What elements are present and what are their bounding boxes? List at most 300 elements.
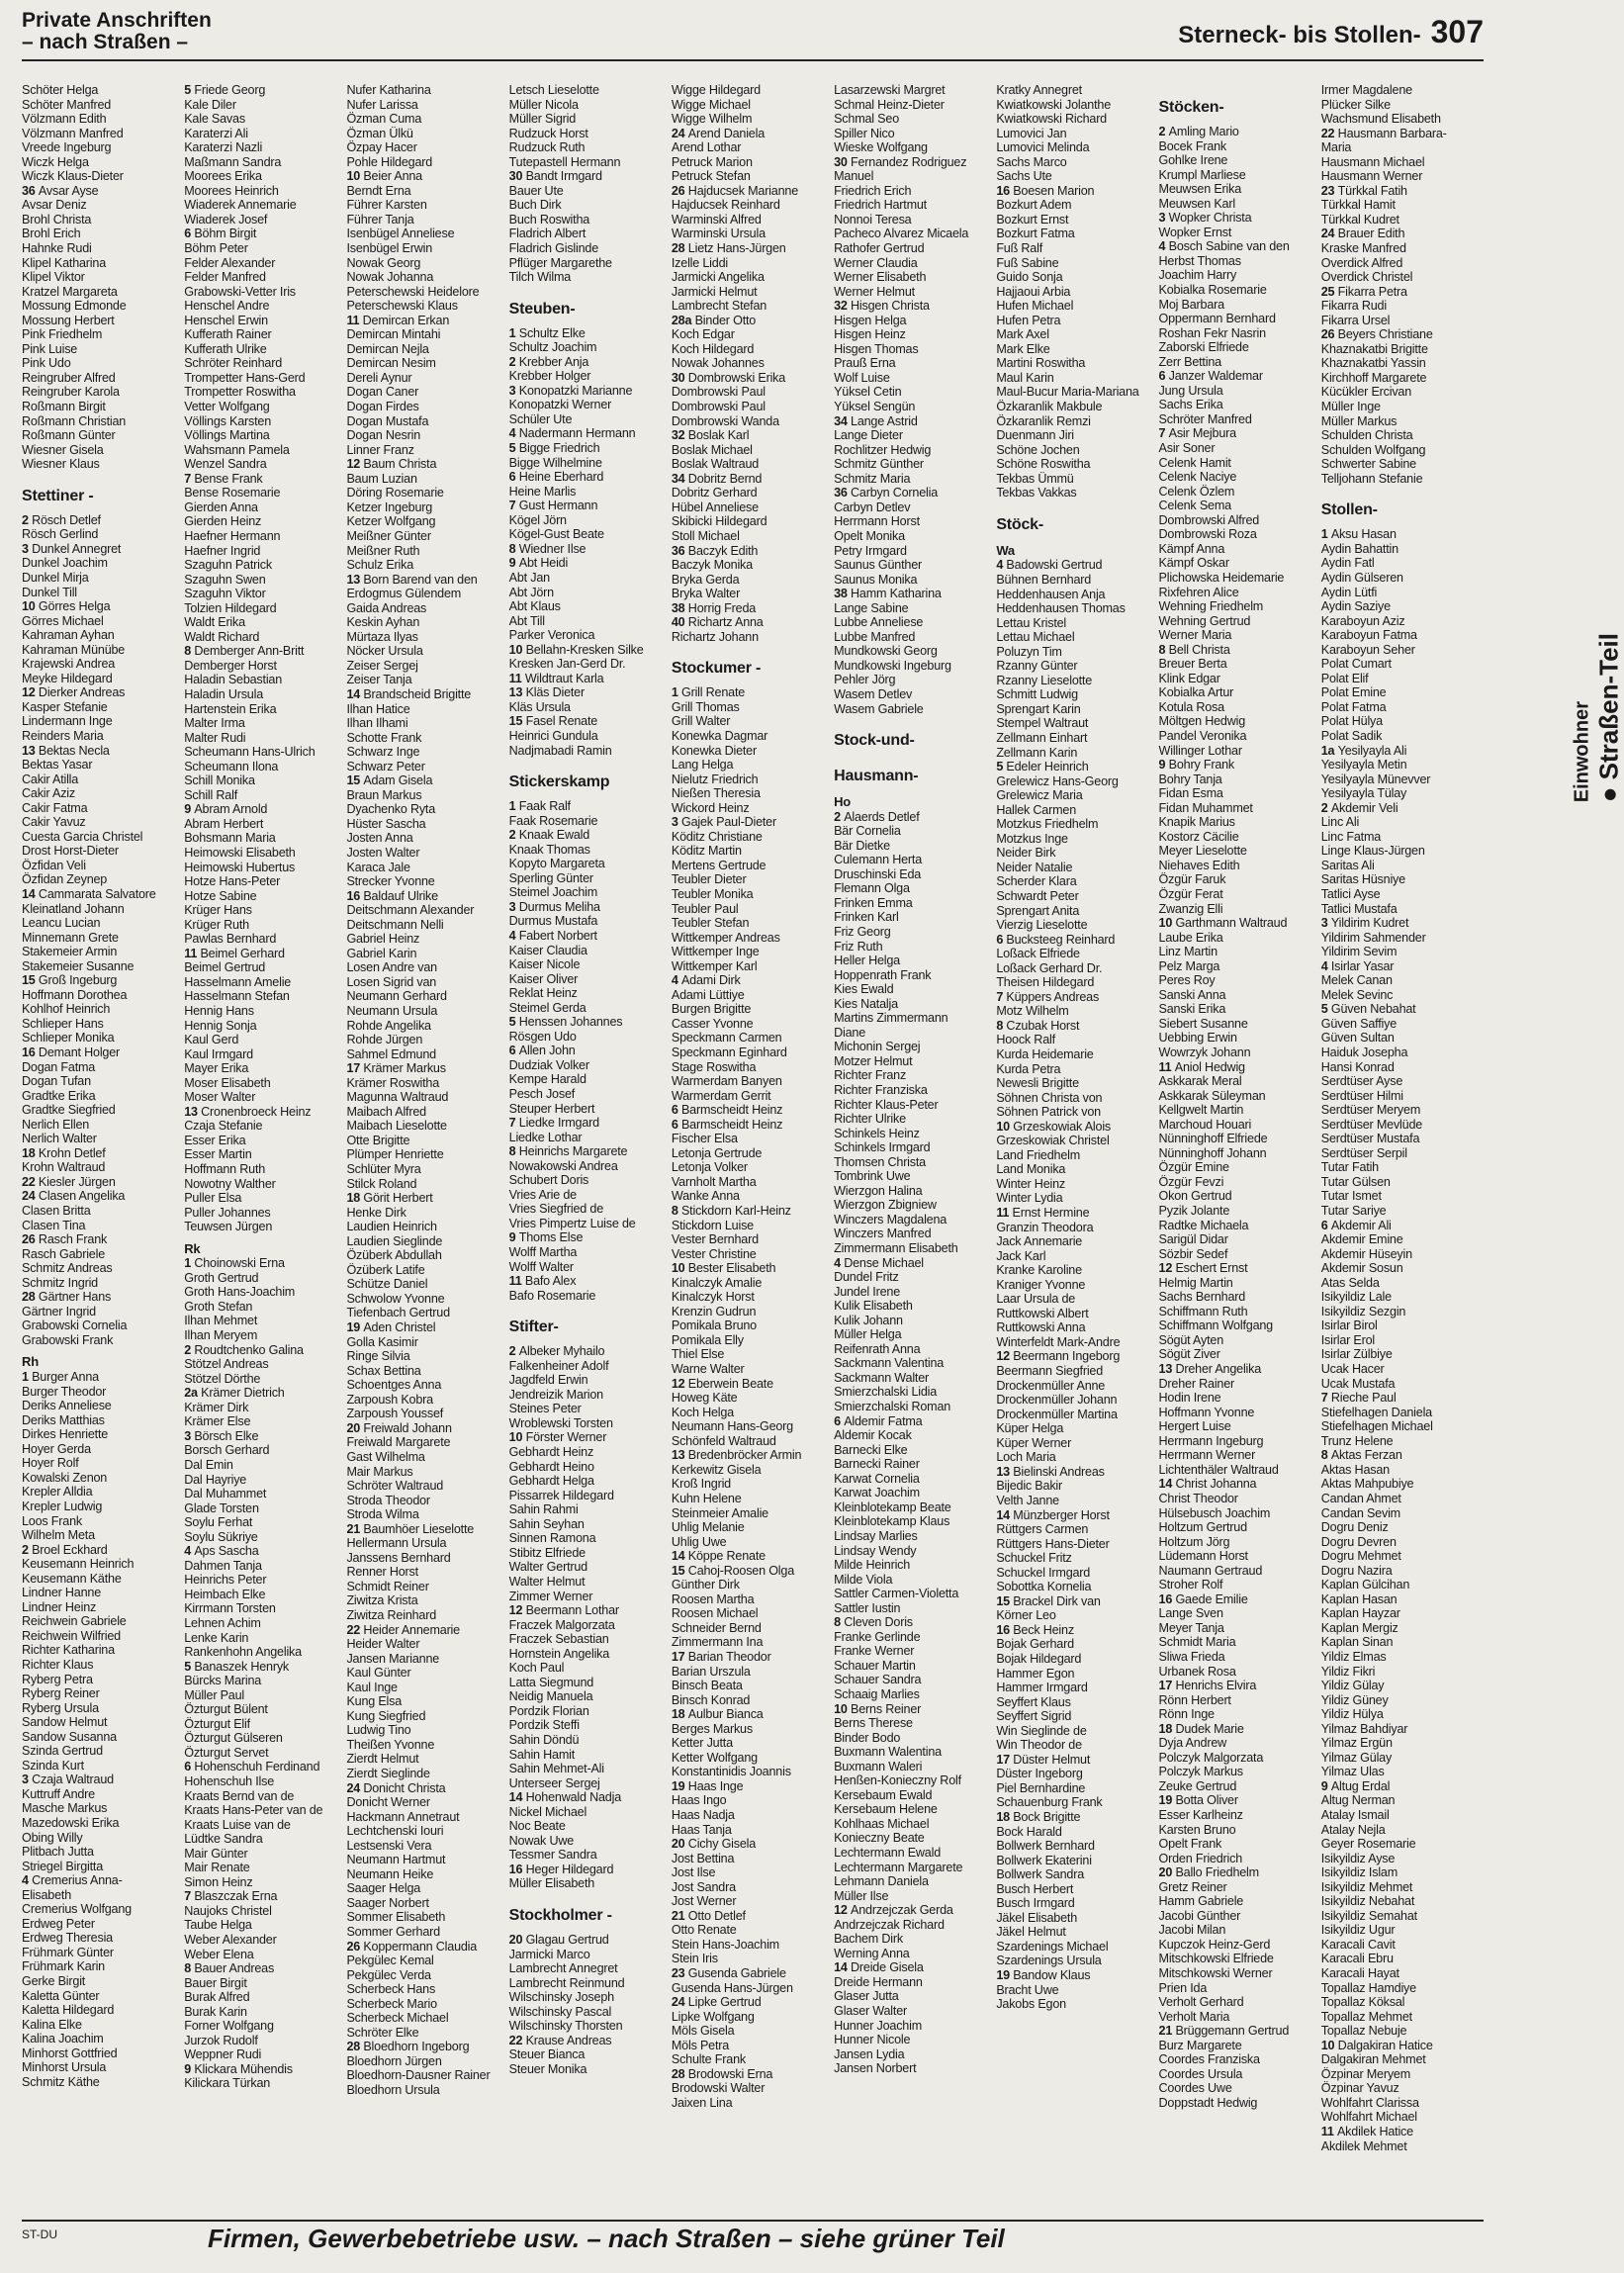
resident-entry	[1159, 1592, 1317, 1607]
resident-entry	[672, 2067, 830, 2082]
resident-name: Hoffmann Dorothea	[22, 987, 128, 1002]
resident-entry	[184, 1559, 342, 1574]
resident-name: Sprengart Anita	[996, 903, 1080, 918]
resident-name: Lüdtke Sandra	[184, 1832, 263, 1847]
house-number: 2	[508, 828, 519, 843]
resident-entry	[1321, 1347, 1480, 1362]
resident-name: Weber Elena	[184, 1947, 254, 1961]
resident-entry	[672, 1751, 830, 1766]
resident-entry	[834, 1213, 992, 1227]
resident-name: Dombrowski Wanda	[671, 413, 779, 428]
resident-entry	[22, 1902, 180, 1917]
resident-name: Schöne Jochen	[996, 442, 1080, 457]
resident-name: Krepler Alldia	[22, 1485, 93, 1500]
resident-entry	[1321, 801, 1480, 816]
resident-name: Zaborski Elfriede	[1158, 340, 1249, 355]
resident-entry	[22, 127, 180, 141]
resident-name: Binsch Konrad	[671, 1692, 751, 1707]
resident-entry	[834, 839, 992, 854]
resident-entry	[346, 1666, 504, 1681]
resident-entry	[22, 1089, 180, 1104]
resident-name: Born Barend van den	[363, 572, 478, 587]
side-label	[1571, 633, 1624, 802]
resident-entry	[996, 1105, 1154, 1120]
resident-name: Ringe Silvia	[346, 1349, 410, 1364]
resident-entry	[672, 1477, 830, 1492]
resident-name: Letsch Lieselotte	[508, 83, 599, 97]
resident-name: Peres Roy	[1158, 973, 1216, 988]
resident-name: Dogan Tufan	[22, 1074, 91, 1089]
house-number: 8	[1320, 1448, 1331, 1463]
resident-name: Ilhan Mehmet	[184, 1314, 258, 1328]
resident-name: Walter Gertrud	[508, 1560, 587, 1575]
street-heading: Stifter-	[508, 1318, 559, 1336]
resident-name: Reifenrath Anna	[834, 1341, 921, 1356]
resident-name: Saager Norbert	[346, 1895, 429, 1910]
resident-entry	[22, 342, 180, 357]
resident-name: Binder Otto	[694, 313, 757, 327]
resident-name: Gaida Andreas	[346, 600, 427, 615]
resident-entry	[672, 801, 830, 816]
resident-name: Loos Frank	[22, 1513, 82, 1528]
resident-entry	[22, 556, 180, 571]
resident-entry	[509, 657, 668, 672]
resident-name: Sachs Ute	[996, 169, 1052, 184]
resident-entry	[1321, 1606, 1480, 1621]
resident-name: Isirlar Zülbiye	[1320, 1347, 1393, 1362]
resident-name: Roshan Fekr Nasrin	[1158, 325, 1266, 340]
resident-name: Keusemann Heinrich	[22, 1557, 135, 1572]
resident-name: Celenk Hamit	[1158, 455, 1231, 470]
header-title: Private Anschriften	[22, 9, 212, 32]
resident-entry	[1159, 931, 1317, 946]
resident-entry	[834, 601, 992, 616]
resident-entry	[1321, 1707, 1480, 1722]
resident-name: Isenbügel Erwin	[346, 241, 433, 256]
resident-name: Ryberg Reiner	[22, 1686, 100, 1701]
resident-name: Edeler Heinrich	[1006, 760, 1089, 774]
resident-entry	[996, 1882, 1154, 1897]
resident-entry	[672, 1779, 830, 1794]
resident-entry	[346, 1536, 504, 1551]
resident-entry	[996, 83, 1154, 98]
resident-entry	[834, 1817, 992, 1832]
resident-entry	[346, 1652, 504, 1667]
resident-name: Gärtner Ingrid	[22, 1304, 96, 1318]
resident-name: Schöter Helga	[22, 83, 99, 97]
resident-name: Overdick Alfred	[1320, 255, 1403, 270]
resident-entry	[1159, 586, 1317, 600]
resident-entry	[996, 1781, 1154, 1796]
resident-name: Förster Werner	[525, 1430, 607, 1445]
resident-name: Grelewicz Hans-Georg	[996, 773, 1119, 788]
resident-entry	[346, 2040, 504, 2054]
resident-name: Schinkels Heinz	[834, 1126, 920, 1140]
resident-entry	[22, 241, 180, 256]
house-number: 1	[508, 325, 519, 340]
resident-name: Pawlas Bernhard	[184, 932, 277, 947]
resident-entry	[346, 1220, 504, 1234]
resident-entry	[1321, 1089, 1480, 1104]
resident-name: Schultz Joachim	[508, 340, 597, 355]
resident-entry	[509, 1001, 668, 1016]
resident-name: Bürcks Marina	[184, 1674, 262, 1688]
resident-name: Cahoj-Roosen Olga	[687, 1563, 795, 1578]
house-number: 6	[671, 1117, 681, 1132]
house-number: 18	[22, 1145, 39, 1160]
house-number: 3	[1320, 916, 1331, 931]
resident-name: Bell Christa	[1168, 642, 1230, 657]
resident-entry	[1321, 256, 1480, 271]
resident-entry	[184, 1429, 342, 1444]
resident-entry	[996, 198, 1154, 213]
resident-name: Stroda Wilma	[346, 1507, 419, 1522]
resident-name: Topallaz Hamdiye	[1320, 1980, 1416, 1995]
resident-name: Özfidan Veli	[22, 858, 86, 872]
resident-name: Prien Ida	[1158, 1980, 1208, 1995]
resident-entry	[184, 644, 342, 659]
resident-name: Irmer Magdalene	[1320, 83, 1412, 97]
resident-name: Asir Mejbura	[1168, 426, 1236, 441]
resident-entry	[834, 1846, 992, 1861]
house-number: 16	[346, 888, 364, 903]
resident-name: Brackel Dirk van	[1013, 1593, 1101, 1608]
resident-name: Abram Herbert	[184, 816, 264, 831]
resident-name: Ballo Friedhelm	[1175, 1865, 1259, 1880]
resident-name: Wiesner Gisela	[22, 442, 104, 457]
resident-entry	[22, 2003, 180, 2018]
resident-name: Schmitz Andreas	[22, 1261, 113, 1276]
resident-entry	[996, 140, 1154, 155]
resident-name: Motzkus Friedhelm	[996, 817, 1099, 832]
resident-entry	[996, 588, 1154, 602]
resident-name: Thomsen Christa	[834, 1154, 926, 1169]
resident-name: Hoyer Rolf	[22, 1456, 79, 1471]
resident-name: Hotze Hans-Peter	[184, 874, 281, 889]
resident-name: Kläs Dieter	[525, 685, 585, 700]
resident-name: Wohlfahrt Clarissa	[1320, 2095, 1419, 2110]
resident-name: Buxmann Waleri	[834, 1759, 923, 1773]
resident-entry	[834, 544, 992, 559]
resident-name: Sözbir Sedef	[1158, 1246, 1228, 1261]
resident-name: Richter Ulrike	[834, 1112, 906, 1127]
resident-name: Dombrowski Alfred	[1158, 512, 1260, 527]
resident-name: Stibitz Elfriede	[508, 1545, 586, 1560]
resident-name: Soylu Ferhat	[184, 1515, 253, 1530]
resident-name: Stage Roswitha	[671, 1059, 757, 1074]
resident-name: Stickdorn Luise	[671, 1218, 754, 1232]
resident-entry	[1159, 801, 1317, 816]
resident-entry	[509, 1618, 668, 1633]
house-number: 13	[996, 1464, 1014, 1479]
resident-name: Lindner Hanne	[22, 1586, 102, 1600]
resident-name: Völzmann Edith	[22, 112, 107, 127]
resident-entry	[509, 586, 668, 600]
resident-name: Isikyildiz Mehmet	[1320, 1879, 1413, 1894]
resident-name: Kowalski Zenon	[22, 1470, 108, 1485]
resident-name: Karwat Cornelia	[834, 1471, 920, 1486]
resident-name: Piel Bernhardine	[996, 1780, 1086, 1795]
resident-name: Stoll Michael	[671, 528, 740, 543]
resident-name: Özkaranlik Makbule	[996, 400, 1103, 414]
resident-name: Bijedic Bakir	[996, 1479, 1063, 1494]
resident-name: Kellgwelt Martin	[1158, 1103, 1244, 1118]
resident-name: Wachsmund Elisabeth	[1320, 112, 1441, 127]
resident-name: Keskin Ayhan	[346, 615, 420, 630]
resident-entry	[672, 1923, 830, 1938]
resident-name: Pordzik Florian	[508, 1703, 589, 1718]
resident-entry	[834, 428, 992, 443]
resident-entry	[672, 1060, 830, 1075]
resident-entry	[184, 1889, 342, 1904]
resident-entry	[22, 1060, 180, 1075]
resident-entry	[346, 1925, 504, 1940]
resident-entry	[22, 1290, 180, 1305]
resident-name: Isikyildiz Sezgin	[1320, 1304, 1406, 1318]
resident-entry	[1321, 2052, 1480, 2067]
resident-entry	[509, 241, 668, 256]
resident-name: Bosch Sabine van den	[1168, 239, 1290, 254]
resident-entry	[672, 385, 830, 400]
resident-entry	[1321, 457, 1480, 472]
resident-name: Kaletta Günter	[22, 1988, 100, 2003]
resident-name: Aydin Bahattin	[1320, 541, 1398, 556]
house-number: 28	[671, 241, 688, 256]
resident-name: Grabowski Cornelia	[22, 1318, 128, 1333]
resident-entry	[184, 1717, 342, 1732]
resident-name: Ucak Mustafa	[1320, 1376, 1396, 1391]
resident-name: Wiczk Helga	[22, 154, 89, 169]
resident-entry	[22, 1333, 180, 1348]
resident-name: Guido Sonja	[996, 270, 1063, 285]
resident-entry	[509, 1762, 668, 1776]
house-number: 11	[346, 313, 363, 327]
resident-name: Grelewicz Maria	[996, 788, 1083, 803]
resident-name: Klink Edgar	[1158, 671, 1220, 685]
resident-entry	[996, 1320, 1154, 1335]
resident-entry	[834, 1314, 992, 1328]
resident-name: Deitschmann Alexander	[346, 903, 475, 918]
resident-name: Aydin Gülseren	[1320, 570, 1403, 585]
resident-name: Niehaves Edith	[1158, 858, 1240, 872]
resident-entry	[184, 213, 342, 227]
resident-entry	[1321, 1434, 1480, 1449]
resident-entry	[22, 1160, 180, 1175]
resident-name: Urbanek Rosa	[1158, 1664, 1236, 1679]
resident-name: Lumovici Melinda	[996, 140, 1090, 155]
resident-name: Allen John	[518, 1044, 576, 1058]
resident-entry	[996, 1177, 1154, 1192]
resident-name: Krämer Dietrich	[201, 1386, 285, 1401]
resident-entry	[22, 700, 180, 715]
resident-entry	[672, 1852, 830, 1866]
resident-name: Gusenda Gabriele	[687, 1966, 786, 1980]
resident-entry	[672, 744, 830, 759]
resident-entry	[834, 1903, 992, 1918]
resident-entry	[346, 1709, 504, 1724]
resident-name: Wasem Detlev	[834, 686, 913, 701]
resident-name: Plitbach Jutta	[22, 1845, 94, 1860]
resident-name: Laube Erika	[1158, 930, 1223, 945]
resident-entry	[834, 910, 992, 925]
resident-entry	[1159, 1089, 1317, 1104]
resident-entry	[1321, 371, 1480, 386]
resident-entry	[184, 2076, 342, 2091]
resident-name: Akdemir Ali	[1330, 1218, 1392, 1232]
resident-name: Janzer Waldemar	[1168, 369, 1263, 384]
resident-name: Schwarz Peter	[346, 759, 425, 773]
resident-name: Sackmann Valentina	[834, 1356, 945, 1371]
resident-entry	[1321, 1909, 1480, 1924]
resident-name: Hasselmann Amelie	[184, 974, 292, 989]
resident-name: Steuer Bianca	[508, 2047, 586, 2062]
resident-entry	[509, 1159, 668, 1174]
resident-entry	[22, 198, 180, 213]
resident-name: Ketter Wolfgang	[671, 1750, 758, 1765]
resident-entry	[509, 628, 668, 643]
resident-name: Moser Elisabeth	[184, 1075, 271, 1090]
resident-name: Minhorst Ursula	[22, 2060, 107, 2075]
resident-name: Wahsmann Pamela	[184, 442, 290, 457]
resident-entry	[22, 1801, 180, 1816]
resident-entry	[184, 1487, 342, 1501]
resident-entry	[1159, 1419, 1317, 1434]
resident-name: Heinrici Gundula	[508, 728, 598, 743]
resident-entry	[1159, 1060, 1317, 1075]
resident-name: Jung Ursula	[1158, 383, 1223, 398]
resident-name: Heine Marlis	[508, 484, 577, 499]
resident-entry	[672, 2052, 830, 2067]
resident-entry	[996, 1019, 1154, 1034]
resident-name: Barmscheidt Heinz	[680, 1103, 783, 1118]
resident-name: Maibach Lieselotte	[346, 1119, 447, 1134]
resident-name: Bense Rosemarie	[184, 486, 281, 500]
resident-entry	[834, 1659, 992, 1674]
resident-name: Jost Sandra	[671, 1879, 736, 1894]
resident-entry	[346, 486, 504, 500]
resident-entry	[346, 731, 504, 746]
resident-entry	[346, 2026, 504, 2041]
resident-name: Ryberg Petra	[22, 1672, 93, 1686]
resident-entry	[184, 831, 342, 846]
resident-name: Vetter Wolfgang	[184, 400, 270, 414]
resident-name: Bloedhorn-Dausner Rainer	[346, 2068, 491, 2083]
resident-entry	[834, 1299, 992, 1314]
resident-entry	[996, 1537, 1154, 1552]
resident-entry	[834, 1587, 992, 1601]
resident-name: Kaplan Hayzar	[1320, 1606, 1400, 1621]
resident-name: Rüttgers Hans-Dieter	[996, 1536, 1110, 1551]
resident-entry	[22, 98, 180, 113]
resident-entry	[184, 989, 342, 1004]
resident-entry	[184, 1832, 342, 1847]
resident-entry	[22, 714, 180, 729]
resident-entry	[672, 1995, 830, 2010]
resident-name: Linc Ali	[1320, 815, 1360, 830]
resident-name: Abt Till	[508, 613, 545, 628]
resident-entry	[1159, 283, 1317, 298]
resident-entry	[834, 112, 992, 127]
resident-name: Erdogmus Gülendem	[346, 587, 462, 601]
resident-name: Pekgülec Kemal	[346, 1954, 434, 1968]
resident-entry	[1159, 1894, 1317, 1909]
resident-name: Linner Franz	[346, 442, 414, 457]
resident-name: Sachs Bernhard	[1158, 1290, 1246, 1305]
resident-entry	[1159, 1923, 1317, 1938]
resident-entry	[996, 1983, 1154, 1998]
resident-name: Demircan Mintahi	[346, 327, 441, 342]
resident-name: Jacobi Milan	[1158, 1923, 1226, 1938]
resident-name: Heimbach Elke	[184, 1587, 266, 1601]
resident-entry	[1159, 1679, 1317, 1693]
resident-entry	[1159, 1002, 1317, 1017]
resident-name: Pink Luise	[22, 341, 78, 356]
section-marker: Wa	[996, 542, 1015, 558]
house-number: 6	[508, 470, 519, 485]
resident-entry	[1159, 398, 1317, 412]
house-number: 14	[671, 1549, 688, 1564]
house-number: 36	[834, 486, 852, 500]
resident-entry	[1159, 887, 1317, 902]
resident-name: Linge Klaus-Jürgen	[1320, 844, 1425, 859]
resident-entry	[184, 241, 342, 256]
resident-name: Isirlar Erol	[1320, 1332, 1376, 1347]
resident-entry	[22, 1873, 180, 1888]
resident-entry	[22, 2046, 180, 2061]
resident-name: Abt Jan	[508, 570, 550, 585]
resident-entry	[996, 817, 1154, 832]
resident-name: Motzer Helmut	[834, 1053, 913, 1068]
resident-name: Arend Daniela	[687, 126, 766, 140]
resident-name: Baldauf Ulrike	[363, 888, 438, 903]
resident-entry	[1159, 2096, 1317, 2111]
resident-name: Schulden Christa	[1320, 428, 1413, 443]
resident-name: Heimowski Elisabeth	[184, 845, 296, 860]
resident-name: Haiduk Josepha	[1320, 1046, 1408, 1059]
house-number: 7	[996, 989, 1007, 1004]
resident-name: Stiefelhagen Daniela	[1320, 1405, 1432, 1419]
resident-name: Hergert Luise	[1158, 1419, 1231, 1434]
resident-entry	[1159, 1852, 1317, 1866]
resident-entry	[672, 859, 830, 873]
resident-name: Zierdt Sieglinde	[346, 1766, 430, 1780]
resident-name: Celenk Sema	[1158, 499, 1231, 513]
resident-name: Polat Sadik	[1320, 728, 1383, 743]
resident-entry	[1159, 1779, 1317, 1794]
house-number: 2	[22, 512, 33, 527]
resident-entry	[834, 1975, 992, 1990]
resident-entry	[996, 975, 1154, 990]
resident-entry	[509, 1704, 668, 1719]
resident-entry	[1159, 470, 1317, 485]
resident-entry	[1159, 226, 1317, 240]
resident-entry	[509, 213, 668, 227]
resident-name: Lichtenthäler Waltraud	[1158, 1462, 1279, 1477]
house-number: 1	[1320, 527, 1331, 542]
house-number: 22	[346, 1622, 364, 1637]
resident-entry	[22, 285, 180, 300]
resident-entry	[509, 1632, 668, 1647]
resident-name: Adami Dirk	[680, 973, 741, 988]
resident-name: Teubler Dieter	[671, 872, 747, 887]
resident-name: Krepler Ludwig	[22, 1499, 103, 1513]
resident-name: Kirrmann Torsten	[184, 1601, 276, 1616]
resident-entry	[22, 657, 180, 672]
resident-name: Jansen Lydia	[834, 2046, 905, 2061]
resident-name: Casser Yvonne	[671, 1016, 754, 1031]
resident-entry	[996, 1465, 1154, 1480]
house-number: 5	[1320, 1002, 1331, 1017]
